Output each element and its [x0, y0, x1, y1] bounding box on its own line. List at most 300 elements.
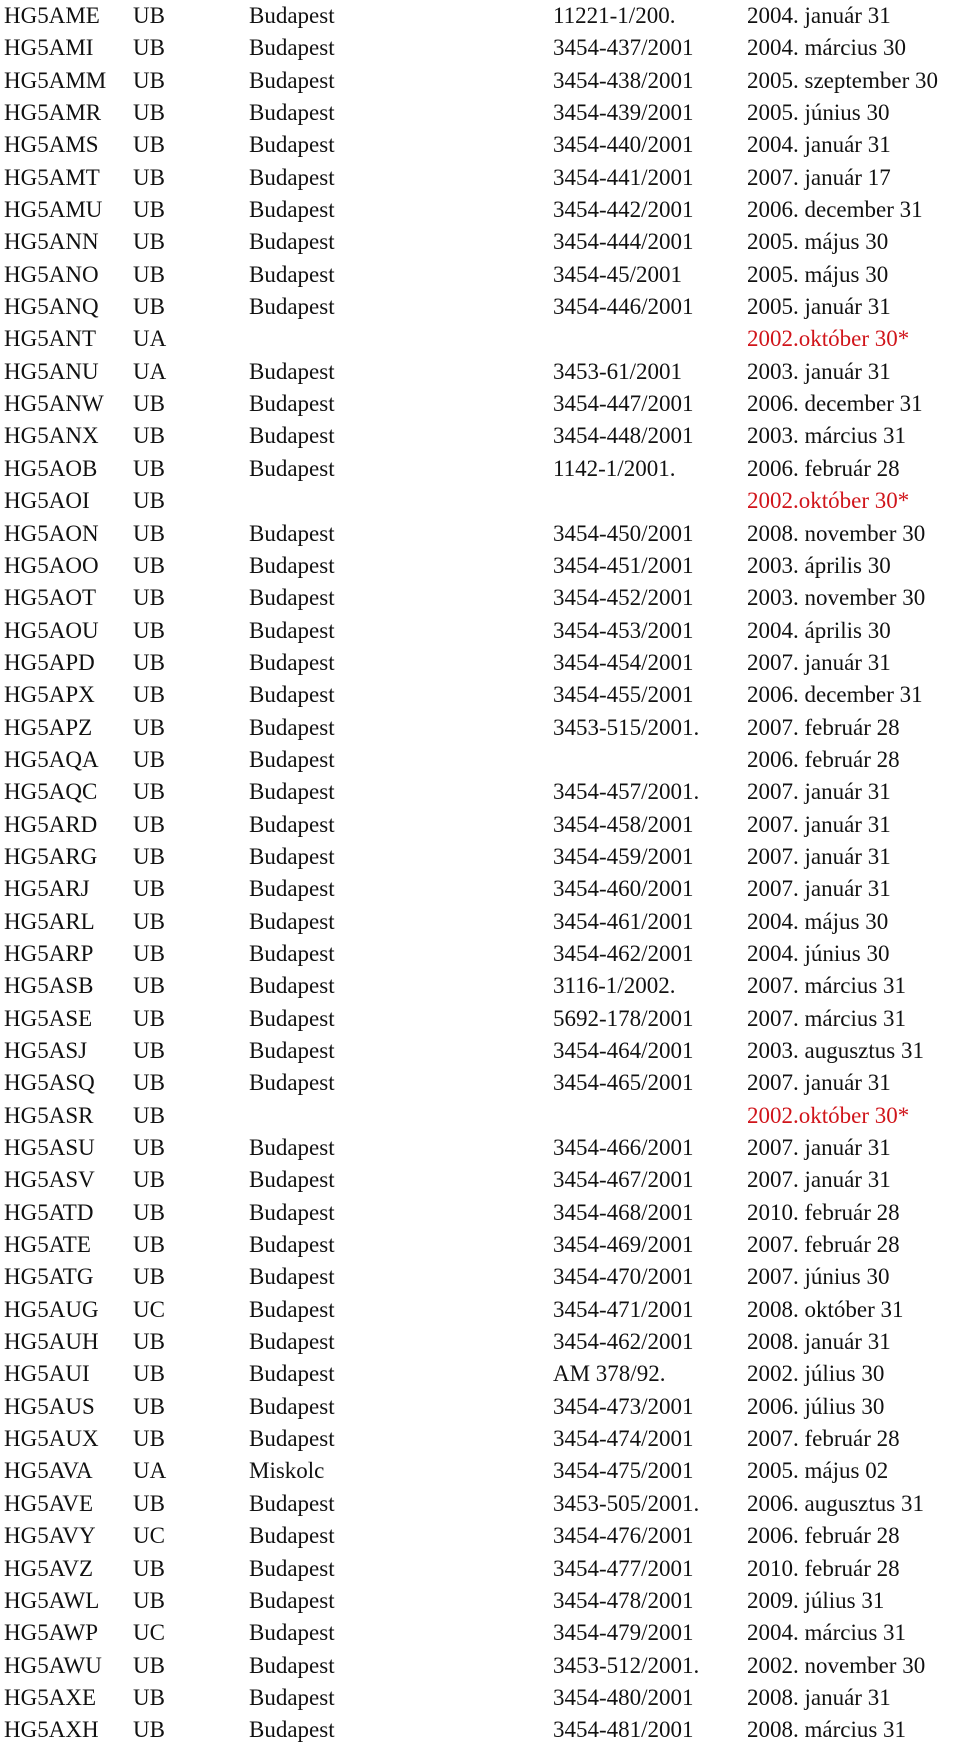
table-row: [0, 485, 960, 517]
license-cell: 3454-444/2001: [553, 229, 694, 255]
license-cell: 3454-442/2001: [553, 197, 694, 223]
table-row: [0, 291, 960, 323]
city-cell: Budapest: [249, 3, 335, 28]
class-cell: UB: [133, 1393, 165, 1419]
class-cell: UB: [133, 520, 165, 546]
class-cell: UB: [133, 1070, 165, 1096]
expiry-cell: 2007. január 31: [747, 779, 891, 805]
class-cell: UB: [133, 1005, 165, 1031]
license-cell: 3454-438/2001: [553, 67, 694, 93]
city-cell: Budapest: [249, 1361, 335, 1387]
expiry-cell: 2008. november 30: [747, 520, 926, 546]
license-cell: 3454-452/2001: [553, 585, 694, 611]
expiry-cell: 2006. július 30: [747, 1393, 885, 1419]
table-row: [0, 1164, 960, 1196]
class-cell: UB: [133, 164, 165, 190]
expiry-cell: 2004. január 31: [747, 132, 891, 158]
city-cell: Budapest: [249, 1199, 335, 1225]
city-cell: Budapest: [249, 1555, 335, 1581]
table-row: [0, 1585, 960, 1617]
license-cell: 3454-481/2001: [553, 1717, 694, 1743]
license-cell: 3454-477/2001: [553, 1555, 694, 1581]
expiry-cell: 2005. május 02: [747, 1458, 889, 1484]
table-row: [0, 809, 960, 841]
callsign-cell: HG5ANO: [4, 261, 99, 287]
table-row: [0, 873, 960, 905]
callsign-cell: HG5ASB: [4, 973, 94, 999]
callsign-cell: HG5APZ: [4, 714, 93, 740]
license-cell: 3454-454/2001: [553, 649, 694, 675]
license-cell: 3454-471/2001: [553, 1296, 694, 1322]
city-cell: Budapest: [249, 520, 335, 546]
city-cell: Budapest: [249, 391, 335, 417]
table-row: [0, 356, 960, 388]
expiry-cell: 2007. január 31: [747, 811, 891, 837]
callsign-cell: HG5AQC: [4, 779, 98, 805]
callsign-cell: HG5AME: [4, 3, 100, 28]
callsign-cell: HG5AWU: [4, 1652, 102, 1678]
class-cell: UB: [133, 811, 165, 837]
license-cell: 3454-450/2001: [553, 520, 694, 546]
callsign-cell: HG5AMR: [4, 100, 102, 126]
expiry-cell: 2003. november 30: [747, 585, 926, 611]
expiry-cell: 2002.október 30*: [747, 1102, 910, 1128]
license-cell: 3454-462/2001: [553, 940, 694, 966]
expiry-cell: 2003. január 31: [747, 358, 891, 384]
city-cell: Budapest: [249, 1264, 335, 1290]
class-cell: UB: [133, 779, 165, 805]
table-row: [0, 1423, 960, 1455]
city-cell: Budapest: [249, 811, 335, 837]
table-row: [0, 615, 960, 647]
expiry-cell: 2009. július 31: [747, 1587, 885, 1613]
class-cell: UB: [133, 488, 165, 514]
city-cell: Budapest: [249, 779, 335, 805]
class-cell: UB: [133, 67, 165, 93]
license-cell: 3116-1/2002.: [553, 973, 676, 999]
table-row: [0, 550, 960, 582]
expiry-cell: 2004. május 30: [747, 908, 889, 934]
class-cell: UB: [133, 908, 165, 934]
callsign-cell: HG5AXH: [4, 1717, 99, 1743]
license-cell: 3454-448/2001: [553, 423, 694, 449]
city-cell: Budapest: [249, 876, 335, 902]
expiry-cell: 2008. március 31: [747, 1717, 907, 1743]
city-cell: Budapest: [249, 197, 335, 223]
table-row: [0, 1100, 960, 1132]
callsign-cell: HG5AMI: [4, 35, 94, 61]
table-row: [0, 776, 960, 808]
expiry-cell: 2005. június 30: [747, 100, 890, 126]
city-cell: Budapest: [249, 940, 335, 966]
city-cell: Budapest: [249, 1296, 335, 1322]
table-row: [0, 518, 960, 550]
table-row: [0, 1650, 960, 1682]
class-cell: UB: [133, 1555, 165, 1581]
table-row: [0, 906, 960, 938]
license-cell: 3454-474/2001: [553, 1426, 694, 1452]
expiry-cell: 2008. január 31: [747, 1684, 891, 1710]
city-cell: Budapest: [249, 649, 335, 675]
city-cell: Budapest: [249, 423, 335, 449]
license-cell: 3454-458/2001: [553, 811, 694, 837]
callsign-cell: HG5ANX: [4, 423, 99, 449]
expiry-cell: 2006. augusztus 31: [747, 1490, 924, 1516]
table-row: [0, 1391, 960, 1423]
class-cell: UC: [133, 1296, 165, 1322]
expiry-cell: 2005. január 31: [747, 294, 891, 320]
expiry-cell: 2006. február 28: [747, 1523, 900, 1549]
city-cell: Budapest: [249, 67, 335, 93]
table-row: [0, 841, 960, 873]
table-row: [0, 226, 960, 258]
city-cell: Budapest: [249, 617, 335, 643]
class-cell: UB: [133, 197, 165, 223]
table-row: [0, 32, 960, 64]
expiry-cell: 2006. december 31: [747, 682, 923, 708]
city-cell: Budapest: [249, 585, 335, 611]
callsign-cell: HG5AXE: [4, 1684, 96, 1710]
class-cell: UC: [133, 1620, 165, 1646]
class-cell: UB: [133, 1167, 165, 1193]
table-row: [0, 453, 960, 485]
license-cell: 3454-479/2001: [553, 1620, 694, 1646]
license-cell: 3454-473/2001: [553, 1393, 694, 1419]
class-cell: UB: [133, 585, 165, 611]
callsign-cell: HG5AVZ: [4, 1555, 94, 1581]
callsign-cell: HG5AON: [4, 520, 99, 546]
table-row: [0, 712, 960, 744]
class-cell: UB: [133, 1361, 165, 1387]
license-cell: 3454-468/2001: [553, 1199, 694, 1225]
city-cell: Budapest: [249, 682, 335, 708]
callsign-cell: HG5ARL: [4, 908, 95, 934]
table-row: [0, 1003, 960, 1035]
callsign-cell: HG5ANU: [4, 358, 99, 384]
city-cell: Budapest: [249, 552, 335, 578]
callsign-cell: HG5ATG: [4, 1264, 94, 1290]
expiry-cell: 2002. november 30: [747, 1652, 926, 1678]
callsign-cell: HG5ANQ: [4, 294, 99, 320]
table-row: [0, 1358, 960, 1390]
table-row: [0, 1455, 960, 1487]
callsign-cell: HG5AMM: [4, 67, 107, 93]
class-cell: UB: [133, 35, 165, 61]
expiry-cell: 2002.október 30*: [747, 488, 910, 514]
city-cell: Budapest: [249, 1652, 335, 1678]
expiry-cell: 2005. május 30: [747, 261, 889, 287]
class-cell: UA: [133, 1458, 167, 1484]
license-cell: 3454-437/2001: [553, 35, 694, 61]
expiry-cell: 2007. január 31: [747, 1167, 891, 1193]
callsign-cell: HG5AOU: [4, 617, 99, 643]
city-cell: Budapest: [249, 1135, 335, 1161]
callsign-cell: HG5AVA: [4, 1458, 93, 1484]
table-row: [0, 1132, 960, 1164]
table-row: [0, 1035, 960, 1067]
callsign-cell: HG5ANW: [4, 391, 104, 417]
class-cell: UB: [133, 1329, 165, 1355]
license-cell: 3453-505/2001.: [553, 1490, 700, 1516]
class-cell: UA: [133, 326, 167, 352]
table-row: [0, 1617, 960, 1649]
callsign-cell: HG5AWP: [4, 1620, 98, 1646]
city-cell: Budapest: [249, 714, 335, 740]
expiry-cell: 2007. február 28: [747, 1232, 900, 1258]
city-cell: Budapest: [249, 358, 335, 384]
callsign-cell: HG5AUS: [4, 1393, 95, 1419]
city-cell: Budapest: [249, 1232, 335, 1258]
callsign-cell: HG5AUG: [4, 1296, 99, 1322]
table-row: [0, 1294, 960, 1326]
callsign-cell: HG5AQA: [4, 746, 99, 772]
callsign-cell: HG5ANT: [4, 326, 96, 352]
class-cell: UB: [133, 552, 165, 578]
city-cell: Budapest: [249, 1684, 335, 1710]
city-cell: Budapest: [249, 973, 335, 999]
expiry-cell: 2007. január 31: [747, 843, 891, 869]
license-cell: 3454-457/2001.: [553, 779, 700, 805]
callsign-cell: HG5AMT: [4, 164, 100, 190]
license-cell: 3454-466/2001: [553, 1135, 694, 1161]
license-cell: 1142-1/2001.: [553, 455, 676, 481]
class-cell: UB: [133, 1684, 165, 1710]
class-cell: UB: [133, 1264, 165, 1290]
class-cell: UB: [133, 1135, 165, 1161]
class-cell: UB: [133, 261, 165, 287]
class-cell: UB: [133, 423, 165, 449]
license-cell: 3454-451/2001: [553, 552, 694, 578]
expiry-cell: 2004. január 31: [747, 3, 891, 28]
license-cell: 3454-467/2001: [553, 1167, 694, 1193]
license-cell: AM 378/92.: [553, 1361, 666, 1387]
city-cell: Budapest: [249, 1587, 335, 1613]
license-cell: 11221-1/200.: [553, 3, 676, 28]
table-row: [0, 582, 960, 614]
city-cell: Budapest: [249, 261, 335, 287]
callsign-cell: HG5ASU: [4, 1135, 95, 1161]
callsign-cell: HG5ATE: [4, 1232, 91, 1258]
expiry-cell: 2005. május 30: [747, 229, 889, 255]
table-row: [0, 1714, 960, 1746]
license-cell: 3454-440/2001: [553, 132, 694, 158]
expiry-cell: 2006. február 28: [747, 746, 900, 772]
license-cell: 3454-470/2001: [553, 1264, 694, 1290]
table-row: [0, 679, 960, 711]
callsign-cell: HG5AOT: [4, 585, 96, 611]
city-cell: Budapest: [249, 746, 335, 772]
table-row: [0, 65, 960, 97]
license-cell: 3454-446/2001: [553, 294, 694, 320]
callsign-cell: HG5ASJ: [4, 1038, 88, 1063]
license-cell: 3454-439/2001: [553, 100, 694, 126]
expiry-cell: 2007. január 31: [747, 649, 891, 675]
license-cell: 3454-465/2001: [553, 1070, 694, 1096]
city-cell: Budapest: [249, 229, 335, 255]
table-row: [0, 1488, 960, 1520]
table-row: [0, 1326, 960, 1358]
class-cell: UB: [133, 1490, 165, 1516]
class-cell: UB: [133, 649, 165, 675]
city-cell: Budapest: [249, 1393, 335, 1419]
expiry-cell: 2003. április 30: [747, 552, 891, 578]
expiry-cell: 2010. február 28: [747, 1199, 900, 1225]
class-cell: UB: [133, 876, 165, 902]
table-row: [0, 162, 960, 194]
callsign-cell: HG5AVY: [4, 1523, 96, 1549]
expiry-cell: 2006. december 31: [747, 391, 923, 417]
table-row: [0, 1197, 960, 1229]
license-cell: 3454-459/2001: [553, 843, 694, 869]
expiry-cell: 2006. február 28: [747, 455, 900, 481]
expiry-cell: 2004. április 30: [747, 617, 891, 643]
callsign-cell: HG5AUX: [4, 1426, 99, 1452]
table-row: [0, 1682, 960, 1714]
license-cell: 3454-464/2001: [553, 1038, 694, 1063]
class-cell: UB: [133, 391, 165, 417]
class-cell: UB: [133, 1587, 165, 1613]
license-cell: 3454-447/2001: [553, 391, 694, 417]
city-cell: Budapest: [249, 455, 335, 481]
callsign-cell: HG5AUI: [4, 1361, 90, 1387]
class-cell: UB: [133, 1717, 165, 1743]
class-cell: UB: [133, 1038, 165, 1063]
expiry-cell: 2005. szeptember 30: [747, 67, 938, 93]
class-cell: UB: [133, 294, 165, 320]
class-cell: UB: [133, 1652, 165, 1678]
class-cell: UB: [133, 746, 165, 772]
class-cell: UB: [133, 229, 165, 255]
expiry-cell: 2007. február 28: [747, 714, 900, 740]
callsign-cell: HG5AMS: [4, 132, 99, 158]
class-cell: UB: [133, 1232, 165, 1258]
city-cell: Budapest: [249, 843, 335, 869]
expiry-cell: 2002. július 30: [747, 1361, 885, 1387]
callsign-cell: HG5ASV: [4, 1167, 95, 1193]
expiry-cell: 2008. október 31: [747, 1296, 904, 1322]
callsign-cell: HG5ARD: [4, 811, 98, 837]
table-row: [0, 420, 960, 452]
callsign-cell: HG5ANN: [4, 229, 99, 255]
license-cell: 3454-453/2001: [553, 617, 694, 643]
table-row: [0, 1261, 960, 1293]
table-row: [0, 388, 960, 420]
city-cell: Miskolc: [249, 1458, 325, 1484]
class-cell: UB: [133, 100, 165, 126]
class-cell: UB: [133, 132, 165, 158]
expiry-cell: 2007. január 31: [747, 876, 891, 902]
callsign-cell: HG5APD: [4, 649, 95, 675]
callsign-cell: HG5AVE: [4, 1490, 94, 1516]
class-cell: UB: [133, 1199, 165, 1225]
table-row: [0, 1067, 960, 1099]
expiry-cell: 2007. január 17: [747, 164, 891, 190]
class-cell: UB: [133, 714, 165, 740]
table-row: [0, 0, 960, 32]
callsign-cell: HG5APX: [4, 682, 95, 708]
expiry-cell: 2004. március 31: [747, 1620, 907, 1646]
license-cell: 3454-460/2001: [553, 876, 694, 902]
class-cell: UB: [133, 1102, 165, 1128]
class-cell: UB: [133, 940, 165, 966]
callsign-cell: HG5AOI: [4, 488, 90, 514]
class-cell: UB: [133, 973, 165, 999]
city-cell: Budapest: [249, 1070, 335, 1096]
table-row: [0, 1229, 960, 1261]
table-row: [0, 259, 960, 291]
license-cell: 3454-455/2001: [553, 682, 694, 708]
table-row: [0, 647, 960, 679]
table-row: [0, 194, 960, 226]
license-cell: 3453-61/2001: [553, 358, 683, 384]
license-cell: 3454-469/2001: [553, 1232, 694, 1258]
callsign-cell: HG5ASE: [4, 1005, 93, 1031]
callsign-cell: HG5ARP: [4, 940, 94, 966]
callsign-cell: HG5AMU: [4, 197, 103, 223]
class-cell: UB: [133, 3, 165, 28]
city-cell: Budapest: [249, 1490, 335, 1516]
license-cell: 5692-178/2001: [553, 1005, 694, 1031]
table-row: [0, 97, 960, 129]
city-cell: Budapest: [249, 1329, 335, 1355]
license-cell: 3454-475/2001: [553, 1458, 694, 1484]
class-cell: UB: [133, 682, 165, 708]
city-cell: Budapest: [249, 1167, 335, 1193]
class-cell: UB: [133, 1426, 165, 1452]
license-cell: 3454-45/2001: [553, 261, 683, 287]
license-cell: 3454-461/2001: [553, 908, 694, 934]
city-cell: Budapest: [249, 164, 335, 190]
class-cell: UB: [133, 455, 165, 481]
city-cell: Budapest: [249, 1620, 335, 1646]
table-row: [0, 323, 960, 355]
callsign-cell: HG5ATD: [4, 1199, 94, 1225]
callsign-cell: HG5ARJ: [4, 876, 90, 902]
callsign-cell: HG5AOB: [4, 455, 98, 481]
city-cell: Budapest: [249, 1523, 335, 1549]
city-cell: Budapest: [249, 1426, 335, 1452]
license-cell: 3454-480/2001: [553, 1684, 694, 1710]
expiry-cell: 2002.október 30*: [747, 326, 910, 352]
table-row: [0, 744, 960, 776]
expiry-cell: 2004. június 30: [747, 940, 890, 966]
class-cell: UC: [133, 1523, 165, 1549]
city-cell: Budapest: [249, 1005, 335, 1031]
city-cell: Budapest: [249, 132, 335, 158]
expiry-cell: 2010. február 28: [747, 1555, 900, 1581]
callsign-cell: HG5AOO: [4, 552, 99, 578]
callsign-cell: HG5AWL: [4, 1587, 100, 1613]
license-cell: 3454-462/2001: [553, 1329, 694, 1355]
license-cell: 3454-441/2001: [553, 164, 694, 190]
callsign-cell: HG5ARG: [4, 843, 98, 869]
expiry-cell: 2007. június 30: [747, 1264, 890, 1290]
city-cell: Budapest: [249, 100, 335, 126]
callsign-cell: HG5ASQ: [4, 1070, 95, 1096]
table-row: [0, 970, 960, 1002]
expiry-cell: 2004. március 30: [747, 35, 907, 61]
class-cell: UB: [133, 617, 165, 643]
city-cell: Budapest: [249, 294, 335, 320]
table-row: [0, 1520, 960, 1552]
license-cell: 3453-512/2001.: [553, 1652, 700, 1678]
table-row: [0, 938, 960, 970]
license-cell: 3454-478/2001: [553, 1587, 694, 1613]
expiry-cell: 2007. február 28: [747, 1426, 900, 1452]
license-cell: 3453-515/2001.: [553, 714, 700, 740]
expiry-cell: 2007. március 31: [747, 1005, 907, 1031]
class-cell: UB: [133, 843, 165, 869]
